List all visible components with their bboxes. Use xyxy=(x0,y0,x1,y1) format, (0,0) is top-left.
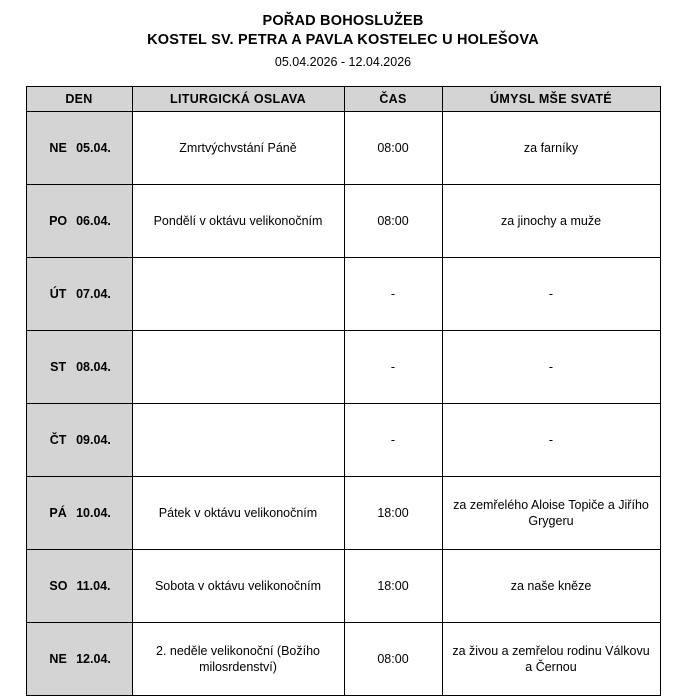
day-of-week: NE xyxy=(49,141,67,155)
day-cell xyxy=(26,477,132,550)
day-of-week: ÚT xyxy=(49,287,67,301)
day-cell xyxy=(26,550,132,623)
intention-cell: za zemřelého Aloise Topiče a Jiřího Grygeru xyxy=(442,477,660,550)
time-cell: - xyxy=(344,331,442,404)
day-cell xyxy=(26,623,132,696)
celebration-cell xyxy=(132,331,344,404)
day-date: 11.04. xyxy=(76,579,111,593)
mass-schedule-table xyxy=(26,86,661,696)
date-range: 05.04.2026 - 12.04.2026 xyxy=(274,55,412,69)
time-cell: - xyxy=(344,258,442,331)
page-title: POŘAD BOHOSLUŽEB xyxy=(262,13,424,29)
column-header-day: DEN xyxy=(26,87,132,112)
day-of-week: ST xyxy=(50,360,67,374)
day-of-week: PO xyxy=(49,214,68,228)
document-header xyxy=(0,0,686,72)
column-header-celebration: LITURGICKÁ OSLAVA xyxy=(132,87,344,112)
celebration-cell xyxy=(132,404,344,477)
day-of-week: NE xyxy=(49,652,67,666)
day-cell xyxy=(26,185,132,258)
table-row xyxy=(26,477,660,550)
time-cell: 08:00 xyxy=(344,185,442,258)
celebration-cell: Pátek v oktávu velikonočním xyxy=(132,477,344,550)
intention-cell: - xyxy=(442,258,660,331)
page-subtitle: KOSTEL SV. PETRA A PAVLA KOSTELEC U HOLEŠOVA xyxy=(147,32,539,48)
day-date: 12.04. xyxy=(76,652,111,666)
intention-cell: za farníky xyxy=(442,112,660,185)
celebration-cell: Zmrtvýchvstání Páně xyxy=(132,112,344,185)
column-header-time: ČAS xyxy=(344,87,442,112)
intention-cell: za živou a zemřelou rodinu Válkovu a Černou xyxy=(442,623,660,696)
intention-cell: - xyxy=(442,331,660,404)
day-date: 08.04. xyxy=(76,360,111,374)
time-cell: 18:00 xyxy=(344,477,442,550)
table-row xyxy=(26,112,660,185)
table-row xyxy=(26,623,660,696)
day-of-week: PÁ xyxy=(49,506,67,520)
day-cell xyxy=(26,331,132,404)
table-row xyxy=(26,404,660,477)
day-cell xyxy=(26,258,132,331)
day-date: 05.04. xyxy=(76,141,111,155)
intention-cell: za naše kněze xyxy=(442,550,660,623)
time-cell: 18:00 xyxy=(344,550,442,623)
intention-cell: za jinochy a muže xyxy=(442,185,660,258)
day-cell xyxy=(26,404,132,477)
celebration-cell: Pondělí v oktávu velikonočním xyxy=(132,185,344,258)
table-header-row xyxy=(26,87,660,112)
day-date: 10.04. xyxy=(76,506,111,520)
intention-cell: - xyxy=(442,404,660,477)
time-cell: 08:00 xyxy=(344,112,442,185)
celebration-cell xyxy=(132,258,344,331)
table-row xyxy=(26,185,660,258)
table-row xyxy=(26,550,660,623)
day-cell xyxy=(26,112,132,185)
day-date: 06.04. xyxy=(76,214,111,228)
time-cell: 08:00 xyxy=(344,623,442,696)
day-of-week: ČT xyxy=(49,433,67,447)
table-row xyxy=(26,258,660,331)
column-header-intention: ÚMYSL MŠE SVATÉ xyxy=(442,87,660,112)
day-of-week: SO xyxy=(49,579,68,593)
day-date: 07.04. xyxy=(76,287,111,301)
time-cell: - xyxy=(344,404,442,477)
celebration-cell: 2. neděle velikonoční (Božího milosrdenství) xyxy=(132,623,344,696)
table-row xyxy=(26,331,660,404)
celebration-cell: Sobota v oktávu velikonočním xyxy=(132,550,344,623)
day-date: 09.04. xyxy=(76,433,111,447)
